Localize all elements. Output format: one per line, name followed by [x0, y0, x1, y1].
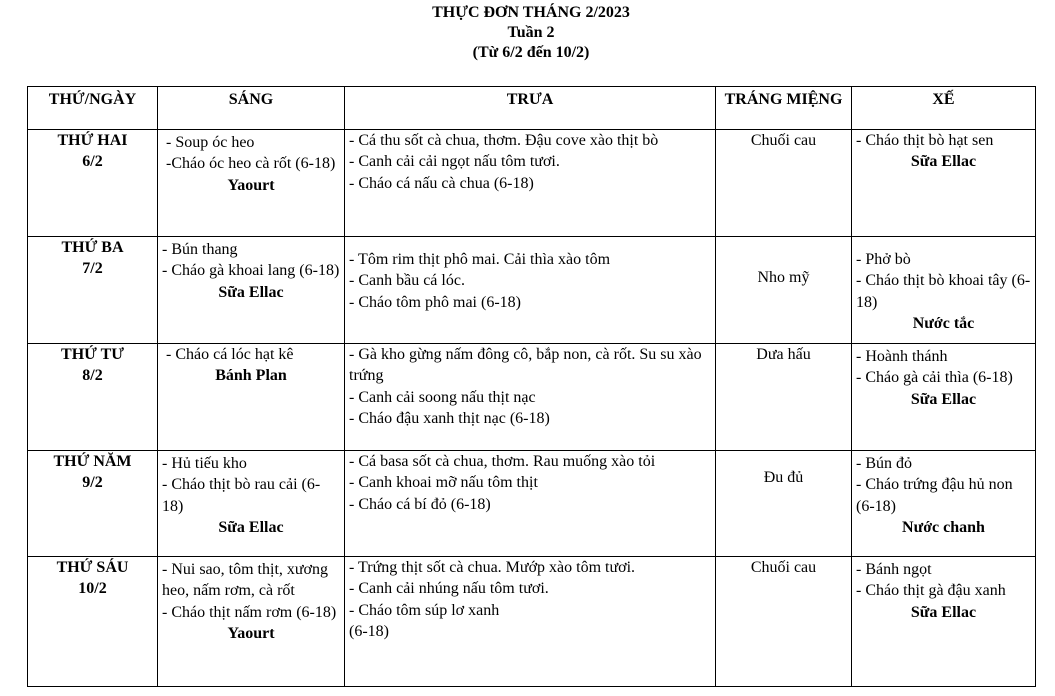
lunch-item: - Canh bầu cá lóc. — [349, 272, 465, 290]
dessert-cell: Chuối cau — [716, 557, 852, 687]
morning-item: - Bún thang — [162, 241, 238, 258]
morning-item: - Cháo thịt nấm rơm (6-18) — [162, 603, 337, 621]
morning-item: - Cháo cá lóc hạt kê — [166, 346, 294, 363]
day-name: THỨ BA — [61, 239, 124, 256]
afternoon-cell — [852, 344, 1036, 451]
day-cell — [28, 130, 158, 237]
lunch-item: - Cháo cá nấu cà chua (6-18) — [349, 174, 534, 192]
afternoon-cell — [852, 237, 1036, 344]
day-date: 10/2 — [78, 580, 107, 598]
afternoon-item: - Bánh ngọt — [856, 561, 932, 578]
afternoon-cell — [852, 451, 1036, 557]
afternoon-drink: Nước tắc — [912, 314, 975, 332]
lunch-item: - Canh cải soong nấu thịt nạc — [349, 388, 536, 406]
col-header-dessert: TRÁNG MIỆNG — [716, 87, 852, 130]
col-header-day: THỨ/NGÀY — [28, 87, 158, 130]
menu-header — [0, 3, 1055, 63]
day-name: THỨ HAI — [57, 132, 128, 149]
lunch-item: - Canh cải nhúng nấu tôm tươi. — [349, 580, 549, 598]
dessert-cell: Đu đủ — [716, 451, 852, 557]
table-row — [28, 237, 1036, 344]
afternoon-item: - Hoành thánh — [856, 348, 948, 365]
col-header-morning: SÁNG — [158, 87, 345, 130]
dessert-cell: Nho mỹ — [716, 237, 852, 344]
table-row — [28, 130, 1036, 237]
morning-drink: Yaourt — [227, 176, 275, 194]
page-title: THỰC ĐƠN THÁNG 2/2023 — [432, 4, 630, 21]
day-cell — [28, 557, 158, 687]
lunch-item: - Trứng thịt sốt cà chua. Mướp xào tôm tươi. — [349, 559, 636, 576]
lunch-item: - Cá thu sốt cà chua, thơm. Đậu cove xào thịt bò — [349, 132, 659, 149]
table-header-row — [28, 87, 1036, 130]
afternoon-drink: Sữa Ellac — [910, 390, 977, 408]
morning-drink: Yaourt — [227, 624, 275, 642]
morning-item: - Nui sao, tôm thịt, xương heo, nấm rơm, cà rốt — [162, 561, 329, 600]
day-date: 9/2 — [82, 474, 103, 492]
lunch-item: - Gà kho gừng nấm đông cô, bắp non, cà rốt. Su su xào trứng — [349, 346, 702, 385]
lunch-item: - Cháo đậu xanh thịt nạc (6-18) — [349, 409, 550, 427]
day-cell — [28, 451, 158, 557]
lunch-cell — [345, 451, 716, 557]
morning-cell — [158, 237, 345, 344]
afternoon-drink: Nước chanh — [902, 518, 985, 536]
dessert-cell: Chuối cau — [716, 130, 852, 237]
morning-drink: Bánh Plan — [215, 367, 287, 385]
afternoon-item: - Cháo thịt bò hạt sen — [856, 132, 994, 149]
morning-item: - Cháo thịt bò rau cải (6-18) — [162, 476, 321, 515]
day-date: 7/2 — [82, 260, 103, 278]
col-header-lunch: TRƯA — [345, 87, 716, 130]
afternoon-cell — [852, 130, 1036, 237]
day-cell — [28, 344, 158, 451]
lunch-cell — [345, 344, 716, 451]
lunch-item: - Cháo tôm súp lơ xanh — [349, 601, 500, 619]
dessert-cell: Dưa hấu — [716, 344, 852, 451]
day-name: THỨ NĂM — [53, 453, 132, 470]
morning-cell — [158, 344, 345, 451]
lunch-item: - Cháo tôm phô mai (6-18) — [349, 293, 521, 311]
morning-drink: Sữa Ellac — [218, 283, 284, 301]
lunch-item: - Cá basa sốt cà chua, thơm. Rau muống xào tỏi — [349, 453, 656, 470]
day-cell — [28, 237, 158, 344]
table-row — [28, 557, 1036, 687]
morning-cell — [158, 130, 345, 237]
date-range: (Từ 6/2 đến 10/2) — [472, 44, 590, 61]
lunch-item: - Cháo cá bí đỏ (6-18) — [349, 495, 491, 513]
afternoon-cell — [852, 557, 1036, 687]
table-row — [28, 451, 1036, 557]
lunch-cell — [345, 130, 716, 237]
afternoon-item: - Cháo thịt gà đậu xanh — [856, 582, 1006, 600]
afternoon-item: - Cháo trứng đậu hủ non (6-18) — [856, 476, 1013, 515]
morning-drink: Sữa Ellac — [218, 518, 284, 536]
morning-item: - Cháo gà khoai lang (6-18) — [162, 262, 340, 280]
afternoon-drink: Sữa Ellac — [910, 153, 977, 171]
menu-table — [27, 86, 1036, 687]
afternoon-item: - Cháo gà cải thìa (6-18) — [856, 369, 1013, 387]
lunch-cell — [345, 237, 716, 344]
morning-item: -Cháo óc heo cà rốt (6-18) — [166, 155, 336, 173]
afternoon-item: - Bún đỏ — [856, 455, 912, 472]
lunch-item: (6-18) — [349, 622, 389, 640]
morning-cell — [158, 451, 345, 557]
week-label: Tuần 2 — [507, 24, 555, 41]
lunch-item: - Tôm rim thịt phô mai. Cải thìa xào tôm — [349, 251, 611, 268]
lunch-item: - Canh cải cải ngọt nấu tôm tươi. — [349, 153, 560, 171]
afternoon-drink: Sữa Ellac — [910, 603, 977, 621]
day-name: THỨ SÁU — [56, 559, 129, 576]
morning-item: - Hủ tiếu kho — [162, 455, 247, 472]
col-header-afternoon: XẾ — [852, 87, 1036, 130]
lunch-cell — [345, 557, 716, 687]
day-date: 6/2 — [82, 153, 103, 171]
afternoon-item: - Phở bò — [856, 251, 911, 268]
lunch-item: - Canh khoai mỡ nấu tôm thịt — [349, 474, 538, 492]
morning-cell — [158, 557, 345, 687]
table-row — [28, 344, 1036, 451]
morning-item: - Soup óc heo — [166, 134, 255, 151]
day-name: THỨ TƯ — [61, 346, 124, 363]
day-date: 8/2 — [82, 367, 103, 385]
afternoon-item: - Cháo thịt bò khoai tây (6-18) — [856, 272, 1031, 311]
